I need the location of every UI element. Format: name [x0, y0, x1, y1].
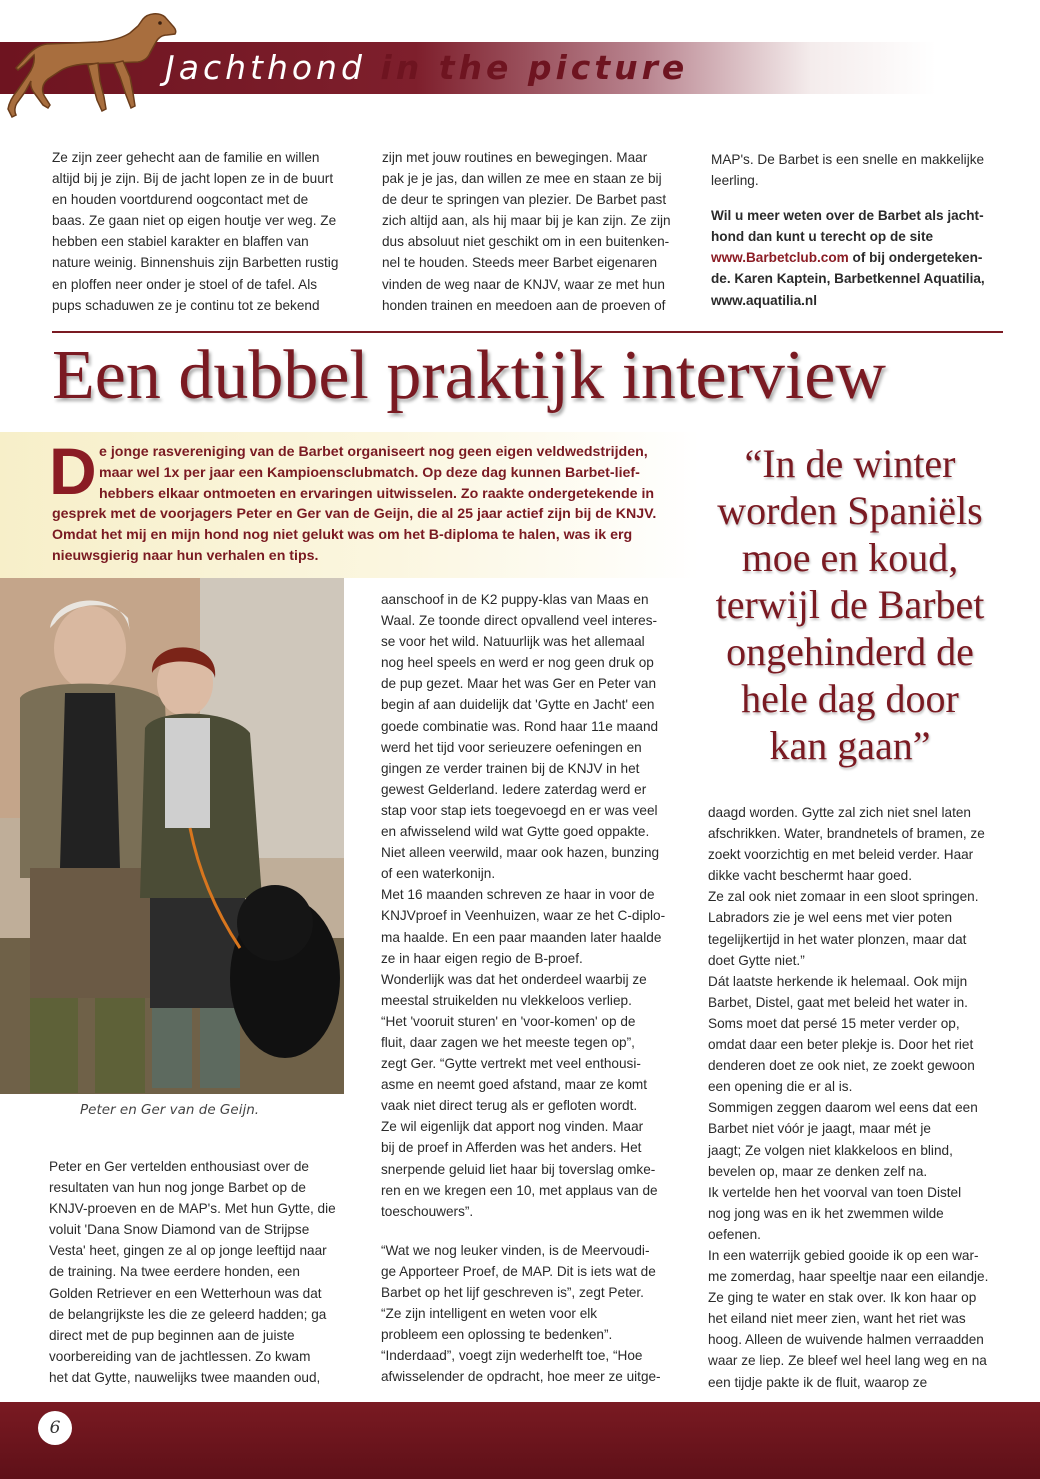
text-line: voorbereiding van de jachtlessen. Zo kwam	[49, 1348, 311, 1364]
text-line: MAP's. De Barbet is een snelle en makkelijke	[711, 152, 985, 167]
text-line: Barbet op het lijf geschreven is”, zegt Peter.	[381, 1285, 644, 1300]
quote-line: moe en koud,	[741, 535, 959, 580]
text-line: direct met de pup beginnen aan de juiste	[49, 1327, 295, 1343]
intro-line: gesprek met de voorjagers Peter en Ger van de Geijn, die al 25 jaar actief zijn bij de KNJV.	[52, 506, 657, 523]
text-line: Ik vertelde hen het voorval van toen Distel	[708, 1184, 962, 1200]
text-line: gingen ze verder trainen bij de KNJV in het	[381, 760, 640, 776]
interview-photo	[0, 578, 344, 1094]
text-line: Golden Retriever en een Wetterhoun was dat	[49, 1285, 322, 1301]
text-line: goede combinatie was. Rond haar 11e maand	[381, 718, 659, 734]
text-line: afwisselender de opdracht, hoe meer ze uitge-	[381, 1369, 661, 1385]
body-column-2	[381, 589, 681, 1387]
text-line: KNJV-proeven en de MAP's. Met hun Gytte, die	[49, 1201, 336, 1217]
text-line: zegt Ger. “Gytte vertrekt met veel enthousi-	[381, 1056, 641, 1072]
quote-line: ongehinderd de	[726, 629, 974, 674]
text-line: voluit 'Dana Snow Diamond van de Strijpse	[49, 1222, 310, 1238]
section-divider	[52, 331, 1003, 333]
intro-line: Omdat het mij en mijn hond nog niet gelukt was om het B-diploma te halen, was ik erg	[52, 527, 633, 544]
text-line: Peter en Ger vertelden enthousiast over de	[49, 1159, 309, 1174]
text-line: probleem een oplossing te bedenken”.	[381, 1327, 613, 1343]
text-line: de belangrijkste les die ze geleerd hadden; ga	[49, 1306, 327, 1322]
text-line: daagd worden. Gytte zal zich niet snel laten	[708, 805, 971, 820]
text-line: oefenen.	[708, 1226, 761, 1242]
top-column-2	[382, 147, 682, 316]
text-line: ge Apporteer Proef, de MAP. Dit is iets wat de	[381, 1263, 656, 1279]
text-line: Waal. Ze toonde direct opvallend veel interes-	[381, 613, 658, 629]
text-line: doet Gytte niet.”	[708, 952, 805, 968]
text-line: zoekt voorzichtig en met beleid verder. Haar	[708, 847, 974, 863]
text-line: KNJVproef in Veenhuizen, waar ze het C-diplo-	[381, 908, 666, 924]
text-line: Ze wil eigenlijk dat apport nog vinden. Maar	[381, 1119, 644, 1135]
intro-line: e jonge rasvereniging van de Barbet organiseert nog geen eigen veldwedstrijden,	[99, 444, 648, 460]
text-line: aanschoof in de K2 puppy-klas van Maas en	[381, 592, 649, 607]
text-line: baas. Ze gaan niet op eigen houtje ver weg. Ze	[52, 213, 337, 229]
text-line: ren en we kregen een 10, met applaus van de	[381, 1182, 658, 1198]
intro-line: hebbers elkaar ontmoeten en ervaringen uitwisselen. Zo raakte ondergetekende in	[99, 485, 655, 502]
text-line: toeschouwers”.	[381, 1203, 474, 1219]
hunting-dog-logo	[2, 5, 182, 125]
text-line	[711, 290, 1011, 311]
text-line: Barbet niet vóór je jaagt, maar mét je	[708, 1121, 931, 1137]
page-footer	[0, 1402, 1040, 1479]
text-line: “Inderdaad”, voegt zijn wederhelft toe, “Hoe	[381, 1348, 643, 1364]
text-line: hebben een stabiel karakter en blaffen van	[52, 234, 309, 250]
text-line: zijn met jouw routines en bewegingen. Maar	[382, 150, 648, 165]
text-line: hoog. Alleen de wuivende halmen verraadden	[708, 1332, 984, 1348]
text-line: snerpende geluid liet haar bij toverslag omke-	[381, 1161, 656, 1177]
text-line: fluit, daar zagen we het meeste tegen op”,	[381, 1034, 635, 1050]
body-column-1	[49, 1156, 349, 1388]
text-line: Soms moet dat persé 15 meter verder op,	[708, 1015, 960, 1031]
photo-caption: Peter en Ger van de Geijn.	[80, 1102, 260, 1118]
page-number: 6	[38, 1411, 72, 1445]
text-line: vinden de weg naar de KNJV, waar ze met hun	[382, 276, 665, 292]
text-line: ze in haar eigen regio de B-proef.	[381, 950, 583, 966]
text-line: Ze zijn zeer gehecht aan de familie en willen	[52, 150, 320, 165]
text-line: Met 16 maanden schreven ze haar in voor de	[381, 887, 655, 903]
text-line: Wil u meer weten over de Barbet als jacht-	[711, 208, 984, 224]
text-line: en afwisselend wild wat Gytte goed oppakte.	[381, 824, 650, 840]
text-line: “Ze zijn intelligent en weten voor elk	[381, 1306, 598, 1322]
text-line: omdat daar een beter plekje is. Door het riet	[708, 1037, 974, 1053]
text-line: bevelen op, maar ze denken zelf na.	[708, 1163, 928, 1179]
article-headline: Een dubbel praktijk interview	[52, 337, 886, 414]
top-column-1	[52, 147, 352, 316]
text-line: altijd bij je zijn. Bij de jacht lopen ze in de buurt	[52, 171, 334, 187]
intro-paragraph	[52, 442, 672, 567]
text-line: tegelijkertijd in het water plonzen, maar dat	[708, 931, 967, 947]
text-line: of een waterkonijn.	[381, 866, 496, 882]
text-line: pups schaduwen ze je continu tot ze bekend	[52, 297, 320, 313]
quote-line: terwijl de Barbet	[715, 582, 985, 627]
text-line	[711, 247, 1011, 268]
text-line: denderen doet ze ook niet, ze zoekt gewoon	[708, 1058, 975, 1074]
quote-line: kan gaan”	[769, 723, 931, 768]
text-line: de deur te springen van plezier. De Barbet past	[382, 192, 667, 208]
text-line: de pup gezet. Maar het was Ger en Peter van	[381, 676, 657, 692]
text-line: de training. Na twee eerdere honden, een	[49, 1264, 300, 1280]
text-line: asme en neemt goed afstand, maar ze komt	[381, 1077, 647, 1093]
quote-line: hele dag door	[741, 676, 959, 721]
text-line: waar ze liep. Ze bleef wel heel lang weg en na	[708, 1353, 987, 1369]
intro-line: nieuwsgierig naar hun verhalen en tips.	[52, 547, 319, 564]
text-line: Sommigen zeggen daarom wel eens dat een	[708, 1100, 978, 1116]
text-line: en ploffen neer onder je stoel of de tafel. Als	[52, 276, 318, 292]
text-line: “Wat we nog leuker vinden, is de Meervoudi-	[381, 1242, 650, 1258]
text-line: vaak niet direct terug als er gefloten wordt.	[381, 1098, 638, 1114]
text-line: zich altijd aan, als hij maar bij je kan zijn. Ze zijn	[382, 213, 671, 229]
text-line: de. Karen Kaptein, Barbetkennel Aquatilia,	[711, 271, 985, 287]
barbetclub-link[interactable]: www.Barbetclub.com	[711, 250, 849, 266]
text-line: het dat Gytte, nauwelijks twee maanden oud,	[49, 1369, 321, 1385]
text-line: gewest Gelderland. Iedere zaterdag werd er	[381, 781, 647, 797]
text-line: een opening die er al is.	[708, 1079, 853, 1095]
pull-quote	[700, 440, 1000, 769]
text-line: afschrikken. Water, brandnetels of bramen, ze	[708, 826, 985, 842]
text-line: dus absoluut niet geschikt om in een buitenken-	[382, 234, 670, 250]
text-line: resultaten van hun nog jonge Barbet op de	[49, 1180, 306, 1196]
text-line: werd het tijd voor serieuzere oefeningen en	[381, 739, 642, 755]
text-line: “Het 'vooruit sturen' en 'voor-komen' op de	[381, 1013, 636, 1029]
text-line: meestal struikelden nu vlekkeloos verliep.	[381, 992, 632, 1008]
quote-line: worden Spaniëls	[717, 488, 983, 533]
section-title: Jachthond in the picture	[165, 48, 689, 87]
text-line: Ze ging te water en stak over. Ik kon haar op	[708, 1290, 977, 1306]
text-line: begin af aan duidelijk dat 'Gytte en Jacht' een	[381, 697, 655, 713]
text-line: een tijdje pakte ik de fluit, waarop ze	[708, 1374, 928, 1390]
top-column-3	[711, 149, 1011, 311]
text-line: dikke vacht beschermt haar goed.	[708, 868, 913, 884]
text-line: Vesta' heet, gingen ze al op jonge leeftijd naar	[49, 1243, 327, 1259]
text-line: jaagt; Ze volgen niet klakkeloos en blind,	[708, 1142, 953, 1158]
text-line: Labradors zie je wel eens met vier poten	[708, 910, 953, 926]
aquatilia-link[interactable]: www.aquatilia.nl	[711, 292, 817, 308]
intro-line: maar wel 1x per jaar een Kampioensclubmatch. Op deze dag kunnen Barbet-lief-	[99, 464, 640, 481]
text-line: bij de proef in Afferden was het anders. Het	[381, 1140, 642, 1156]
text-line: In een waterrijk gebied gooide ik op een war-	[708, 1247, 979, 1263]
text-line: me zomerdag, haar speeltje naar een eilandje.	[708, 1269, 989, 1285]
text-line: stap voor stap iets toegevoegd en er was veel	[381, 802, 658, 818]
text-line: hond dan kunt u terecht op de site	[711, 229, 934, 245]
text-line: leerling.	[711, 173, 759, 189]
text-line: pak je je jas, dan willen ze mee en staan ze bij	[382, 171, 662, 187]
body-column-3	[708, 802, 1008, 1393]
text-line: honden trainen en meedoen aan de proeven of	[382, 297, 666, 313]
text-line: nog jong was en ik het zwemmen wilde	[708, 1205, 944, 1221]
text-line: nel te houden. Steeds meer Barbet eigenaren	[382, 255, 658, 271]
text-line: Dát laatste herkende ik helemaal. Ook mijn	[708, 973, 968, 989]
text-line: het eiland niet meer zien, want het riet was	[708, 1311, 966, 1327]
quote-line: “In de winter	[744, 441, 956, 486]
text-line: Niet alleen veerwild, maar ook hazen, bunzing	[381, 845, 660, 861]
text-line: Barbet, Distel, gaat met beleid het water in.	[708, 994, 968, 1010]
text-line: se voor het wild. Natuurlijk was het allemaal	[381, 634, 645, 650]
text-line: en houden voortdurend oogcontact met de	[52, 192, 309, 208]
text-line: nog heel speels en werd er nog geen druk op	[381, 655, 654, 671]
text-fragment: of bij ondergeteken-	[848, 250, 983, 266]
text-line: Ze zal ook niet zomaar in een sloot springen.	[708, 889, 979, 905]
drop-cap: D	[49, 434, 97, 508]
text-line: nature weinig. Binnenshuis zijn Barbetten rustig	[52, 255, 339, 271]
text-line: ma haalde. En een paar maanden later haalde	[381, 929, 662, 945]
text-line: Wonderlijk was dat het onderdeel waarbij ze	[381, 971, 647, 987]
